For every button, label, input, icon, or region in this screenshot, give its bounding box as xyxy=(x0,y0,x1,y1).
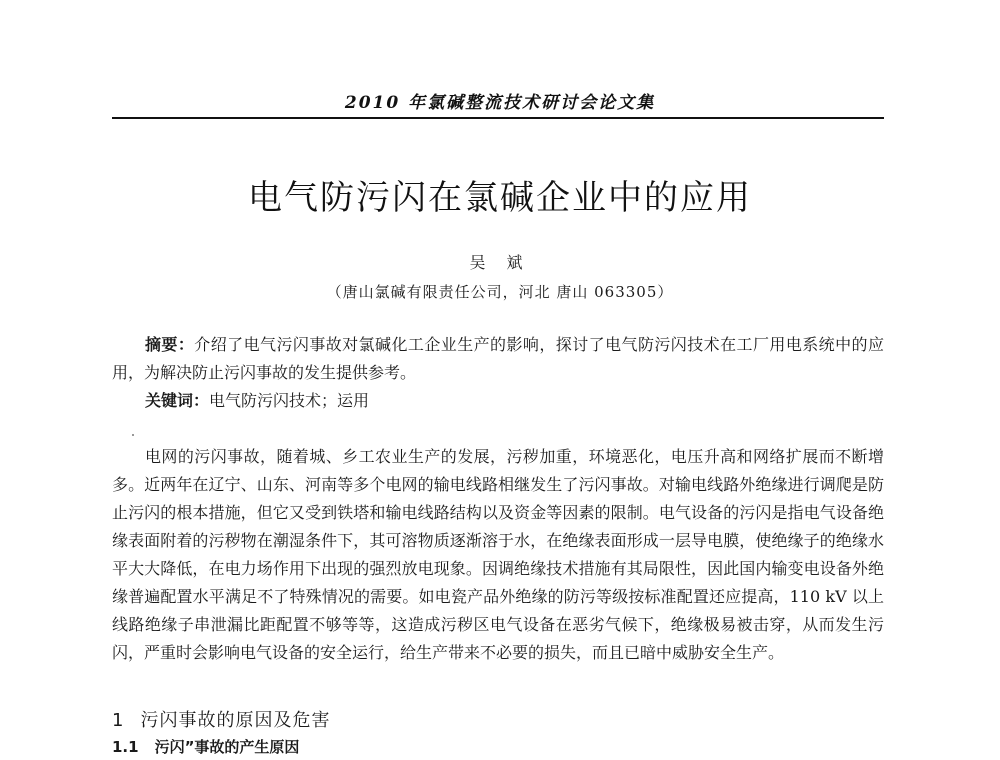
subsection-number: 1.1 xyxy=(112,738,139,756)
abstract xyxy=(112,331,884,387)
header-rule xyxy=(112,117,884,119)
section-number: 1 xyxy=(112,710,125,731)
keywords-label: 关键词： xyxy=(145,391,210,410)
author-name: 吴 斌 xyxy=(469,253,531,272)
body-paragraph: 电网的污闪事故，随着城、乡工农业生产的发展，污秽加重，环境恶化，电压升高和网络扩展而不断增多。近两年在辽宁、山东、河南等多个电网的输电线路相继发生了污闪事故。对输电线路外绝缘进行调爬是防止污闪的根本措施，但它又受到铁塔和输电线路结构以及资金等因素的限制。电气设备的污闪是指电气设备绝缘表面附着的污秽物在潮湿条件下，其可溶物质逐渐溶于水，在绝缘表面形成一层导电膜，使绝缘子的绝缘水平大大降低，在电力场作用下出现的强烈放电现象。因调绝缘技术措施有其局限性，因此国内输变电设备外绝缘普遍配置水平满足不了特殊情况的需要。如电瓷产品外绝缘的防污等级按标准配置还应提高，110 kV 以上线路绝缘子串泄漏比距配置不够等等，这造成污秽区电气设备在恶劣气候下，绝缘极易被击穿，从而发生污闪，严重时会影响电气设备的安全运行，给生产带来不必要的损失，而且已暗中威胁安全生产。 xyxy=(112,447,884,662)
keywords-text: 电气防污闪技术；运用 xyxy=(209,391,370,410)
abstract-label: 摘要： xyxy=(145,335,195,354)
keywords xyxy=(112,387,884,415)
intro-section xyxy=(112,443,884,667)
subsection-heading-1-1 xyxy=(112,736,299,757)
paper-title: 电气防污闪在氯碱企业中的应用 xyxy=(248,178,752,218)
subsection-title: 污闪”事故的产生原因 xyxy=(154,738,300,756)
running-header: 2010 年氯碱整流技术研讨会论文集 xyxy=(344,93,656,113)
abstract-text: 介绍了电气污闪事故对氯碱化工企业生产的影响，探讨了电气防污闪技术在工厂用电系统中的应用，为解决防止污闪事故的发生提供参考。 xyxy=(112,335,884,382)
scan-speck xyxy=(132,434,134,436)
section-heading-1 xyxy=(112,706,330,732)
section-title: 污闪事故的原因及危害 xyxy=(140,710,331,731)
author-affiliation: （唐山氯碱有限责任公司，河北 唐山 063305） xyxy=(326,283,674,301)
